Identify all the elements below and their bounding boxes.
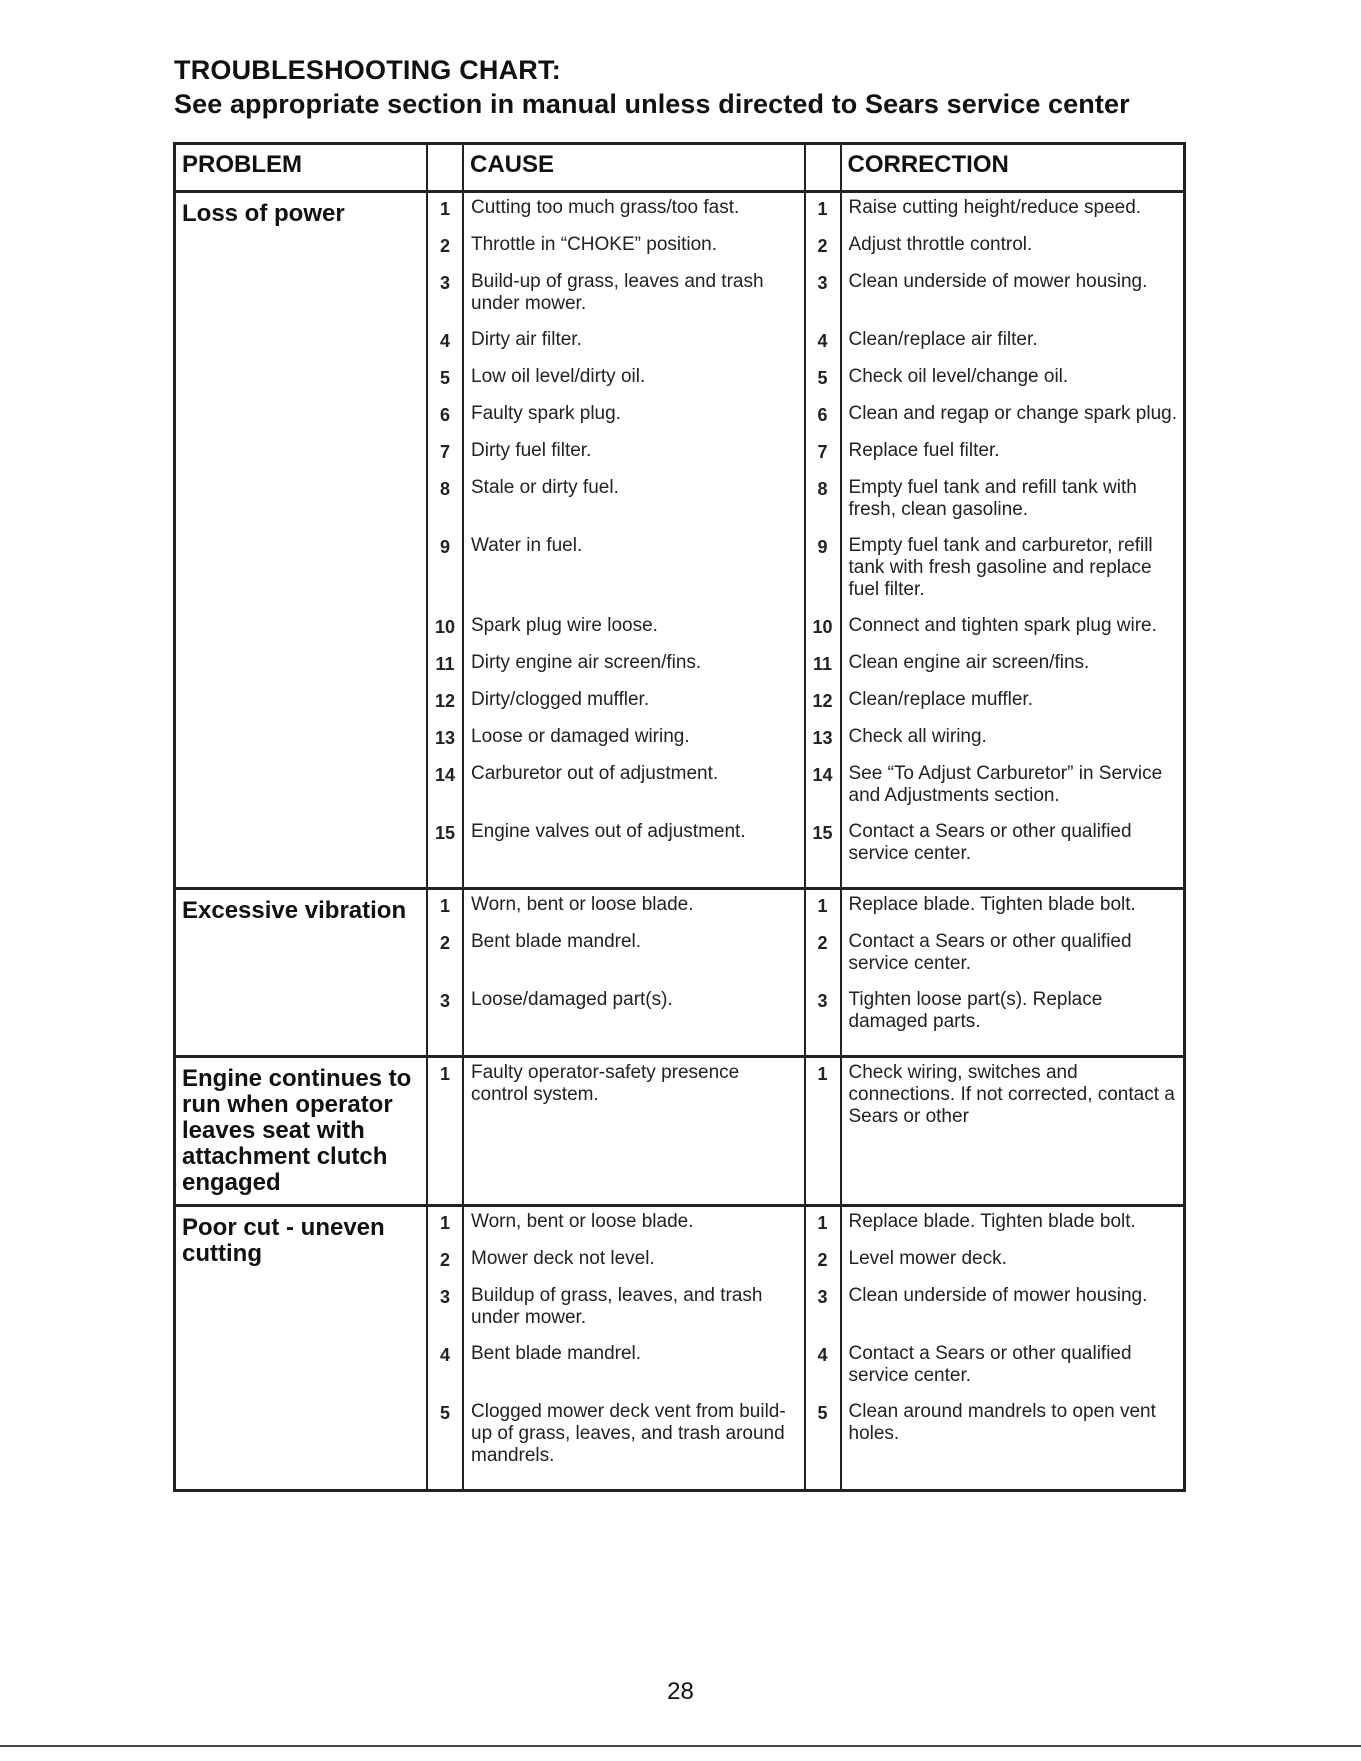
row-number-cell xyxy=(806,652,840,675)
cause-text: Clogged mower deck vent from build-up of grass, leaves, and trash around mandrels. xyxy=(471,1401,786,1466)
row-number: 14 xyxy=(812,765,833,785)
row-number: 1 xyxy=(439,199,450,219)
row-number: 13 xyxy=(434,728,456,748)
row-number-cell xyxy=(806,1248,840,1271)
correction-text: Replace blade. Tighten blade bolt. xyxy=(848,1211,1136,1232)
row-number: 11 xyxy=(435,654,455,674)
correction-text: Clean underside of mower housing. xyxy=(848,1285,1148,1306)
row-number: 4 xyxy=(439,1345,450,1365)
correction-text: See “To Adjust Carburetor” in Service and Adjustments section. xyxy=(848,763,1163,806)
row-number: 12 xyxy=(434,691,456,711)
correction-item xyxy=(842,1285,1184,1329)
row-number-cell xyxy=(428,329,462,352)
cause-item xyxy=(464,477,804,521)
row-number: 11 xyxy=(812,654,833,674)
correction-item xyxy=(842,1401,1184,1467)
correction-item xyxy=(842,403,1184,426)
row-number-cell xyxy=(806,726,840,749)
row-number-cell xyxy=(428,403,462,426)
cause-text: Bent blade mandrel. xyxy=(471,931,642,952)
row-number: 6 xyxy=(439,405,450,425)
correction-text: Clean/replace air filter. xyxy=(848,329,1038,350)
correction-item xyxy=(842,1343,1184,1387)
cause-item xyxy=(464,271,804,315)
cause-text-column xyxy=(464,193,806,890)
troubleshooting-table xyxy=(173,142,1186,1492)
row-number-cell xyxy=(428,1285,462,1329)
row-number: 4 xyxy=(817,1345,828,1365)
row-number: 10 xyxy=(434,617,456,637)
row-number: 5 xyxy=(439,368,450,388)
correction-number-column xyxy=(806,1207,842,1489)
correction-item xyxy=(842,615,1184,638)
row-number-cell xyxy=(806,403,840,426)
correction-number-column xyxy=(806,193,842,890)
correction-text: Raise cutting height/reduce speed. xyxy=(848,197,1142,218)
correction-text: Connect and tighten spark plug wire. xyxy=(848,615,1157,636)
cause-item xyxy=(464,234,804,257)
correction-item xyxy=(842,1211,1184,1234)
row-number-cell xyxy=(806,1062,840,1128)
row-number-cell xyxy=(806,1211,840,1234)
cause-text: Mower deck not level. xyxy=(471,1248,655,1269)
row-number-cell xyxy=(428,989,462,1033)
page-subtitle: See appropriate section in manual unless directed to Sears service center xyxy=(174,89,1130,119)
row-number-cell xyxy=(806,366,840,389)
header-cause: CAUSE xyxy=(464,145,806,193)
row-number-cell xyxy=(428,821,462,865)
row-number: 2 xyxy=(817,933,828,953)
row-number: 9 xyxy=(439,537,450,557)
row-number-cell xyxy=(428,366,462,389)
cause-text: Worn, bent or loose blade. xyxy=(471,894,694,915)
row-number-cell xyxy=(806,931,840,975)
header-cause-number-spacer xyxy=(428,145,464,193)
correction-item xyxy=(842,271,1184,315)
cause-item xyxy=(464,440,804,463)
cause-item xyxy=(464,403,804,426)
cause-item xyxy=(464,1062,804,1128)
cause-item xyxy=(464,726,804,749)
row-number-cell xyxy=(428,1062,462,1128)
row-number-cell xyxy=(806,1343,840,1387)
row-number: 1 xyxy=(439,1064,450,1084)
cause-item xyxy=(464,1248,804,1271)
row-number-cell xyxy=(428,1211,462,1234)
row-number-cell xyxy=(806,440,840,463)
row-number: 5 xyxy=(817,368,828,388)
cause-item xyxy=(464,1343,804,1387)
row-number: 3 xyxy=(439,273,450,293)
page-number: 28 xyxy=(667,1678,694,1705)
row-number-cell xyxy=(428,652,462,675)
row-number-cell xyxy=(428,197,462,220)
row-number-cell xyxy=(806,271,840,315)
cause-item xyxy=(464,931,804,975)
correction-text: Clean around mandrels to open vent holes. xyxy=(848,1401,1156,1444)
row-number-cell xyxy=(806,535,840,601)
cause-number-column xyxy=(428,1207,464,1489)
row-number-cell xyxy=(428,894,462,917)
cause-column xyxy=(428,1207,806,1489)
cause-text: Bent blade mandrel. xyxy=(471,1343,642,1364)
correction-item xyxy=(842,440,1184,463)
cause-text: Faulty spark plug. xyxy=(471,403,621,424)
cause-number-column xyxy=(428,1058,464,1207)
correction-text: Check all wiring. xyxy=(848,726,987,747)
correction-text: Contact a Sears or other qualified service center. xyxy=(848,821,1132,864)
cause-text: Throttle in “CHOKE” position. xyxy=(471,234,718,255)
cause-column xyxy=(428,890,806,1058)
correction-item xyxy=(842,821,1184,865)
row-number: 9 xyxy=(817,537,828,557)
row-number: 15 xyxy=(812,823,833,843)
row-number-cell xyxy=(428,1401,462,1467)
row-number: 1 xyxy=(817,199,828,219)
row-number: 6 xyxy=(817,405,828,425)
row-number-cell xyxy=(428,763,462,807)
cause-text: Stale or dirty fuel. xyxy=(471,477,619,498)
row-number: 3 xyxy=(439,991,450,1011)
row-number-cell xyxy=(806,821,840,865)
row-number: 2 xyxy=(439,236,450,256)
cause-item xyxy=(464,197,804,220)
cause-text: Dirty fuel filter. xyxy=(471,440,592,461)
cause-text-column xyxy=(464,1058,806,1207)
cause-text: Build-up of grass, leaves and trash under mower. xyxy=(471,271,764,314)
cause-text: Dirty/clogged muffler. xyxy=(471,689,650,710)
correction-number-column xyxy=(806,1058,842,1207)
row-number-cell xyxy=(806,689,840,712)
row-number: 2 xyxy=(439,1250,450,1270)
row-number: 7 xyxy=(817,442,828,462)
row-number: 1 xyxy=(439,896,450,916)
correction-text: Adjust throttle control. xyxy=(848,234,1033,255)
cause-text: Dirty engine air screen/fins. xyxy=(471,652,702,673)
cause-item xyxy=(464,763,804,807)
cause-text: Loose/damaged part(s). xyxy=(471,989,673,1010)
correction-text: Clean engine air screen/fins. xyxy=(848,652,1090,673)
problem-cell: Loss of power xyxy=(176,193,428,890)
cause-item xyxy=(464,1285,804,1329)
row-number-cell xyxy=(428,689,462,712)
row-number: 3 xyxy=(817,273,828,293)
table-grid xyxy=(176,145,1183,1489)
correction-text: Empty fuel tank and refill tank with fresh, clean gasoline. xyxy=(848,477,1137,520)
cause-item xyxy=(464,535,804,601)
row-number: 1 xyxy=(817,896,828,916)
row-number: 2 xyxy=(817,1250,828,1270)
row-number: 14 xyxy=(434,765,456,785)
row-number-cell xyxy=(806,234,840,257)
row-number: 5 xyxy=(817,1403,828,1423)
row-number: 4 xyxy=(439,331,450,351)
row-number: 13 xyxy=(812,728,833,748)
row-number-cell xyxy=(806,615,840,638)
row-number-cell xyxy=(806,1285,840,1329)
row-number-cell xyxy=(428,726,462,749)
correction-text: Replace blade. Tighten blade bolt. xyxy=(848,894,1136,915)
correction-text: Clean and regap or change spark plug. xyxy=(848,403,1178,424)
row-number: 4 xyxy=(817,331,828,351)
row-number: 2 xyxy=(439,933,450,953)
correction-text: Check wiring, switches and connections. If not corrected, contact a Sears or other xyxy=(848,1062,1175,1127)
row-number: 7 xyxy=(439,442,450,462)
correction-item xyxy=(842,197,1184,220)
row-number: 10 xyxy=(812,617,833,637)
cause-text-column xyxy=(464,890,806,1058)
cause-text: Cutting too much grass/too fast. xyxy=(471,197,740,218)
correction-number-column xyxy=(806,890,842,1058)
correction-text: Clean underside of mower housing. xyxy=(848,271,1148,292)
row-number-cell xyxy=(428,234,462,257)
header-correction-number-spacer xyxy=(806,145,842,193)
row-number-cell xyxy=(806,197,840,220)
row-number-cell xyxy=(806,989,840,1033)
correction-item xyxy=(842,894,1184,917)
correction-text-column xyxy=(842,890,1184,1058)
correction-item xyxy=(842,366,1184,389)
row-number-cell xyxy=(428,440,462,463)
row-number: 3 xyxy=(439,1287,450,1307)
correction-item xyxy=(842,234,1184,257)
row-number: 1 xyxy=(439,1213,450,1233)
cause-item xyxy=(464,615,804,638)
correction-text: Level mower deck. xyxy=(848,1248,1007,1269)
correction-text: Clean/replace muffler. xyxy=(848,689,1033,710)
cause-item xyxy=(464,821,804,865)
row-number-cell xyxy=(428,477,462,521)
cause-item xyxy=(464,329,804,352)
correction-item xyxy=(842,1062,1184,1128)
row-number: 3 xyxy=(817,1287,828,1307)
correction-item xyxy=(842,652,1184,675)
correction-text: Contact a Sears or other qualified service center. xyxy=(848,1343,1132,1386)
bottom-divider xyxy=(0,1745,1361,1747)
row-number: 8 xyxy=(817,479,828,499)
correction-item xyxy=(842,477,1184,521)
cause-number-column xyxy=(428,890,464,1058)
row-number: 1 xyxy=(817,1213,828,1233)
row-number: 3 xyxy=(817,991,828,1011)
correction-item xyxy=(842,726,1184,749)
correction-item xyxy=(842,329,1184,352)
row-number-cell xyxy=(428,535,462,601)
row-number: 2 xyxy=(817,236,828,256)
problem-cell: Engine continues to run when operator leaves seat with attachment clutch engaged xyxy=(176,1058,428,1207)
row-number-cell xyxy=(428,615,462,638)
correction-text-column xyxy=(842,1058,1184,1207)
cause-text: Low oil level/dirty oil. xyxy=(471,366,646,387)
correction-column xyxy=(806,1207,1184,1489)
cause-column xyxy=(428,193,806,890)
row-number: 8 xyxy=(439,479,450,499)
correction-text-column xyxy=(842,1207,1184,1489)
correction-column xyxy=(806,1058,1184,1207)
cause-text: Faulty operator-safety presence control system. xyxy=(471,1062,740,1105)
cause-item xyxy=(464,652,804,675)
cause-text: Loose or damaged wiring. xyxy=(471,726,690,747)
row-number-cell xyxy=(428,271,462,315)
row-number-cell xyxy=(806,894,840,917)
correction-item xyxy=(842,535,1184,601)
row-number-cell xyxy=(806,763,840,807)
correction-text: Replace fuel filter. xyxy=(848,440,1000,461)
cause-text-column xyxy=(464,1207,806,1489)
cause-item xyxy=(464,1211,804,1234)
cause-text: Dirty air filter. xyxy=(471,329,582,350)
row-number: 1 xyxy=(817,1064,828,1084)
row-number-cell xyxy=(806,1401,840,1467)
cause-text: Spark plug wire loose. xyxy=(471,615,658,636)
correction-text: Check oil level/change oil. xyxy=(848,366,1069,387)
row-number-cell xyxy=(806,477,840,521)
correction-text: Tighten loose part(s). Replace damaged parts. xyxy=(848,989,1103,1032)
header-problem: PROBLEM xyxy=(176,145,428,193)
cause-item xyxy=(464,989,804,1033)
row-number-cell xyxy=(428,931,462,975)
header-correction: CORRECTION xyxy=(842,145,1184,193)
cause-item xyxy=(464,1401,804,1467)
cause-text: Carburetor out of adjustment. xyxy=(471,763,719,784)
row-number-cell xyxy=(806,329,840,352)
correction-text-column xyxy=(842,193,1184,890)
row-number-cell xyxy=(428,1343,462,1387)
correction-item xyxy=(842,931,1184,975)
cause-item xyxy=(464,894,804,917)
correction-text: Contact a Sears or other qualified service center. xyxy=(848,931,1132,974)
cause-text: Worn, bent or loose blade. xyxy=(471,1211,694,1232)
problem-cell: Excessive vibration xyxy=(176,890,428,1058)
problem-cell: Poor cut - uneven cutting xyxy=(176,1207,428,1489)
correction-column xyxy=(806,193,1184,890)
correction-item xyxy=(842,989,1184,1033)
correction-item xyxy=(842,689,1184,712)
row-number: 5 xyxy=(439,1403,450,1423)
row-number: 15 xyxy=(434,823,456,843)
cause-item xyxy=(464,689,804,712)
cause-number-column xyxy=(428,193,464,890)
correction-text: Empty fuel tank and carburetor, refill tank with fresh gasoline and replace fuel filter. xyxy=(848,535,1153,600)
row-number-cell xyxy=(428,1248,462,1271)
correction-column xyxy=(806,890,1184,1058)
cause-text: Buildup of grass, leaves, and trash under mower. xyxy=(471,1285,763,1328)
cause-column xyxy=(428,1058,806,1207)
correction-item xyxy=(842,1248,1184,1271)
cause-item xyxy=(464,366,804,389)
cause-text: Water in fuel. xyxy=(471,535,583,556)
page-title: TROUBLESHOOTING CHART: xyxy=(174,55,561,85)
correction-item xyxy=(842,763,1184,807)
row-number: 12 xyxy=(812,691,833,711)
cause-text: Engine valves out of adjustment. xyxy=(471,821,746,842)
